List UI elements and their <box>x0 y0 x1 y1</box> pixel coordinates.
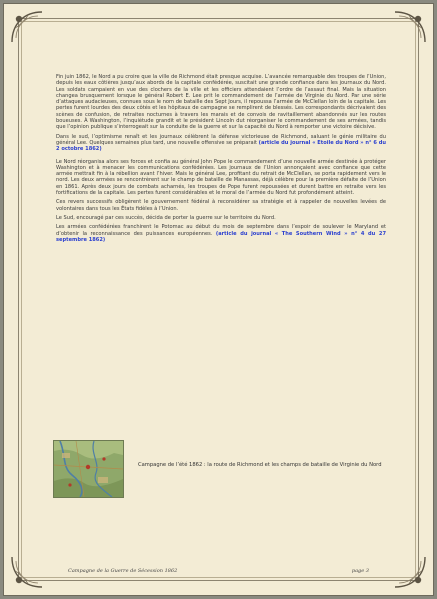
paragraph-text: Les armées confédérées franchirent le Potomac au début du mois de septembre dans l’espoir de soulever le Maryland et d’obtenir la reconnaissance des puissances européennes. <box>56 224 386 237</box>
paragraph: Le Sud, encouragé par ces succès, décida de porter la guerre sur le territoire du Nord. <box>56 214 276 221</box>
paragraph: Ces revers successifs obligèrent le gouvernement fédéral à reconsidérer sa stratégie et à rappeler de nouvelles levées de volontaires dans tous les États fidèles à l’Union. <box>56 199 386 212</box>
corner-ornament-icon <box>393 10 427 44</box>
article-reference-link[interactable]: (article du journal « Etoile du Nord » n° 6 du 2 octobre 1862) <box>56 139 386 153</box>
corner-ornament-icon <box>10 555 44 589</box>
paragraph: Fin juin 1862, le Nord a pu croire que la ville de Richmond était presque acquise. L’avancée remarquable des troupes de l’Union, depuis les eaux côtières jusqu’aux abords de la capitale confédérée, suscitait une grande confiance dans les journaux du Nord. Les soldats campaient en vue des clochers de la ville et les officiers attendaient l’ordre de l’assaut final. Mais la situation changea brusquement lorsque le général Robert E. Lee prit le commandement de l’armée de Virginie du Nord. Par une série d’attaques audacieuses, connues sous le nom de bataille des Sept Jours, il repoussa l’armée de McClellan loin de la capitale. Les pertes furent lourdes des deux côtés et les hôpitaux de campagne se remplirent de blessés. Les correspondants décrivaient des scènes de confusion, de retraites nocturnes à travers les marais et de convois de ravitaillement abandonnés sur les routes boueuses. À Washington, l’inquiétude grandit et le président Lincoln dut réorganiser le commandement de ses armées, tandis que l’opinion publique s’interrogeait sur la conduite de la guerre et sur la capacité du Nord à remporter une victoire décisive. <box>56 74 386 131</box>
page-number: page 3 <box>351 568 369 574</box>
paragraph-text: Quelques semaines plus tard, une nouvelle offensive se préparait <box>89 139 259 146</box>
article-body <box>56 74 386 246</box>
map-icon <box>54 441 123 497</box>
corner-ornament-icon <box>393 555 427 589</box>
paragraph-text: Dans le sud, l’optimisme renaît et les journaux célèbrent la défense victorieuse de Richmond, saluant le génie militaire du général Lee. <box>56 133 386 146</box>
figure-caption: Campagne de l’été 1862 : la route de Richmond et les champs de bataille de Virginie du Nord <box>138 462 382 468</box>
document-page <box>3 3 434 596</box>
article-reference-link[interactable]: (article du journal « The Southern Wind » n° 4 du 27 septembre 1862) <box>56 230 386 243</box>
paragraph <box>56 224 386 243</box>
footer-title: Campagne de la Guerre de Sécession 1862 <box>68 568 178 574</box>
paragraph <box>56 134 386 153</box>
map-illustration <box>53 440 124 498</box>
paragraph: Le Nord réorganisa alors ses forces et confia au général John Pope le commandement d’une nouvelle armée destinée à protéger Washington et à menacer les communications confédérées. Les journaux de l’Union annonçaient avec confiance que cette armée mettrait fin à la rébellion avant l’hiver. Mais le général Lee, profitant du retrait de McClellan, se porta rapidement vers le nord. Les deux armées se rencontrèrent sur le champ de bataille de Manassas, déjà célèbre pour la première défaite de l’Union en 1861. Après deux jours de combats acharnés, les troupes de Pope furent repoussées et durent battre en retraite vers les fortifications de la capitale. Les pertes furent considérables et le moral de l’armée du Nord fut profondément atteint. <box>56 158 386 197</box>
corner-ornament-icon <box>10 10 44 44</box>
